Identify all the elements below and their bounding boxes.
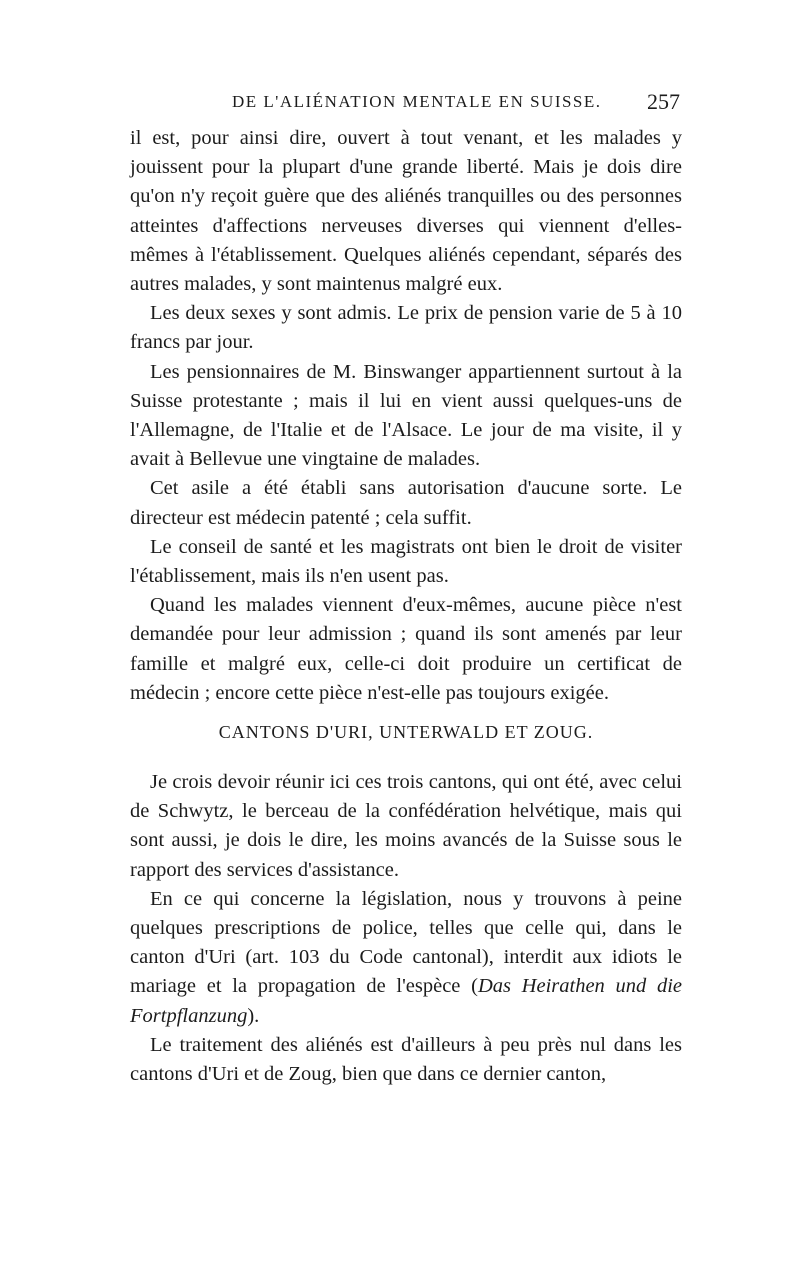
section-body	[130, 768, 682, 1089]
paragraph-legislation	[130, 885, 682, 1031]
paragraph-continued: il est, pour ainsi dire, ouvert à tout venant, et les malades y jouissent pour la plupart d'une grande liberté. Mais je dois dire qu'on n'y reçoit guère que des aliénés tranquilles ou des personnes atteintes d'affections nerveuses diverses qui viennent d'elles-mêmes à l'établissement. Quelques aliénés cependant, séparés des autres malades, y sont maintenus malgré eux.	[130, 127, 682, 296]
legislation-text: En ce qui concerne la législation, nous y trouvons à peine quelques prescriptions de police, telles que celle qui, dans le canton d'Uri (art. 103 du Code cantonal), interdit aux idiots le mariage et la propagation de l'espèce (	[130, 887, 682, 998]
paragraph-treatment: Le traitement des aliénés est d'ailleurs à peu près nul dans les cantons d'Uri et de Zoug, bien que dans ce dernier canton,	[130, 1033, 682, 1086]
paragraph-boarders-origin: Les pensionnaires de M. Binswanger appartiennent surtout à la Suisse protestante ; mais il lui en vient aussi quelques-uns de l'Allemagne, de l'Italie et de l'Alsace. Le jour de ma visite, il y avait à Bellevue une vingtaine de malades.	[130, 360, 682, 471]
paragraph-admission-price: Les deux sexes y sont admis. Le prix de pension varie de 5 à 10 francs par jour.	[130, 302, 682, 354]
paragraph-cantons-intro: Je crois devoir réunir ici ces trois cantons, qui ont été, avec celui de Schwytz, le berceau de la confédération helvétique, mais qui sont aussi, je dois le dire, les moins avancés de la Suisse sous le rapport des services d'assistance.	[130, 771, 682, 881]
legislation-text-end: ).	[247, 1004, 260, 1027]
legislation-quote: Das Heirathen und die Fortpflanzung	[130, 975, 682, 1027]
paragraph-authorization: Cet asile a été établi sans autorisation d'aucune sorte. Le directeur est médecin patenté ; cela suffit.	[130, 477, 682, 529]
section-heading: CANTONS D'URI, UNTERWALD ET ZOUG.	[218, 722, 594, 742]
paragraph-inspection: Le conseil de santé et les magistrats ont bien le droit de visiter l'établissement, mais ils n'en usent pas.	[130, 535, 682, 588]
body-text	[130, 124, 682, 708]
page-number: 257	[647, 89, 680, 114]
running-title: DE L'ALIÉNATION MENTALE EN SUISSE.	[232, 92, 602, 111]
paragraph-admission-documents: Quand les malades viennent d'eux-mêmes, aucune pièce n'est demandée pour leur admission ; quand ils sont amenés par leur famille et malgré eux, celle-ci doit produire un certificat de médecin ; encore cette pièce n'est-elle pas toujours exigée.	[130, 594, 682, 704]
running-head	[132, 89, 680, 122]
